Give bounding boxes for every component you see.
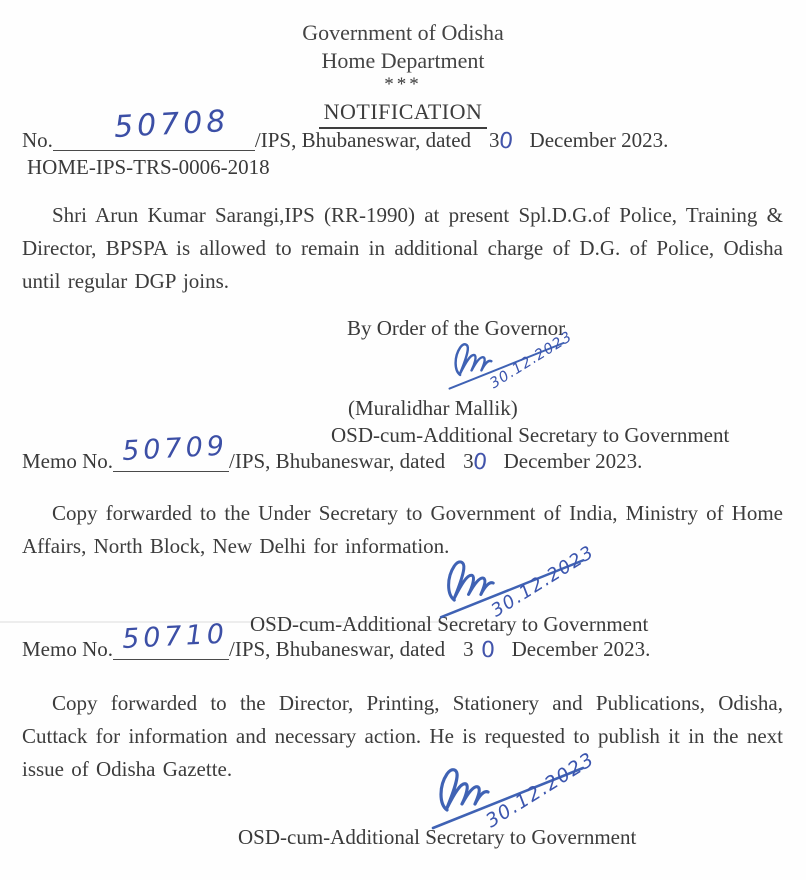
memo1-date-day-printed: 3 (463, 449, 474, 473)
memo1-label: Memo No. (22, 449, 113, 473)
signature-scribble (456, 344, 492, 375)
memo1-designation: OSD-cum-Additional Secretary to Government (250, 612, 649, 636)
date-day-printed: 3 (489, 128, 500, 152)
date-tail: December 2023. (529, 128, 669, 152)
memo1-blank-underline (113, 430, 229, 472)
memo2-date-day-printed: 3 (463, 637, 474, 661)
government-name: Government of Odisha (302, 20, 504, 45)
memo2-ips-suffix: /IPS, Bhubaneswar, dated (229, 637, 446, 661)
memo2-date-tail: December 2023. (511, 637, 651, 661)
memo2-label: Memo No. (22, 637, 113, 661)
memo1-date-tail: December 2023. (503, 449, 643, 473)
memo1-body: Copy forwarded to the Under Secretary to Government of India, Ministry of Home Affairs, North Block, New Delhi for information. (22, 501, 783, 558)
handwritten-memo1-number: 50709 (121, 430, 229, 467)
signature-mark (428, 747, 634, 833)
memo1-ips-suffix: /IPS, Bhubaneswar, dated (229, 449, 446, 473)
handwritten-notification-number: 50708 (113, 104, 231, 145)
signatory-designation: OSD-cum-Additional Secretary to Government (331, 423, 730, 447)
memo2-designation: OSD-cum-Additional Secretary to Government (238, 825, 637, 849)
signature-mark (438, 541, 630, 622)
signature-mark (448, 328, 600, 392)
memo2-body: Copy forwarded to the Director, Printing, Stationery and Publications, Odisha, Cuttack for information and necessary action. He is requested to publish it in the next issue of Odisha Gazette. (22, 691, 783, 781)
handwritten-memo2-number: 50710 (121, 618, 229, 655)
signature-scribble (449, 562, 494, 600)
memo2-handwritten-date-zero: 0 (480, 637, 496, 664)
notification-body: Shri Arun Kumar Sarangi,IPS (RR-1990) at present Spl.D.G.of Police, Training & Director, BPSPA is allowed to remain in additional charge of D.G. of Police, Odisha until regular DGP joins. (22, 203, 783, 293)
no-label: No. (22, 128, 53, 152)
signature-date: 30.12.2023 (481, 747, 599, 833)
handwritten-date-zero: 0 (497, 128, 515, 155)
stars-separator: *** (384, 74, 422, 95)
memo1-handwritten-date-zero: 0 (471, 449, 489, 476)
notification-title: NOTIFICATION (319, 99, 488, 129)
department-name: Home Department (321, 48, 485, 73)
ips-suffix: /IPS, Bhubaneswar, dated (254, 128, 472, 152)
signature-date: 30.12.2023 (487, 328, 576, 392)
memo2-blank-underline (113, 618, 229, 660)
number-blank-underline (53, 104, 255, 151)
signatory-name: (Muralidhar Mallik) (348, 396, 518, 420)
by-order-line: By Order of the Governor (347, 316, 566, 340)
file-reference: HOME-IPS-TRS-0006-2018 (27, 155, 270, 179)
signature-date: 30.12.2023 (487, 541, 599, 622)
signature-scribble (441, 770, 488, 810)
